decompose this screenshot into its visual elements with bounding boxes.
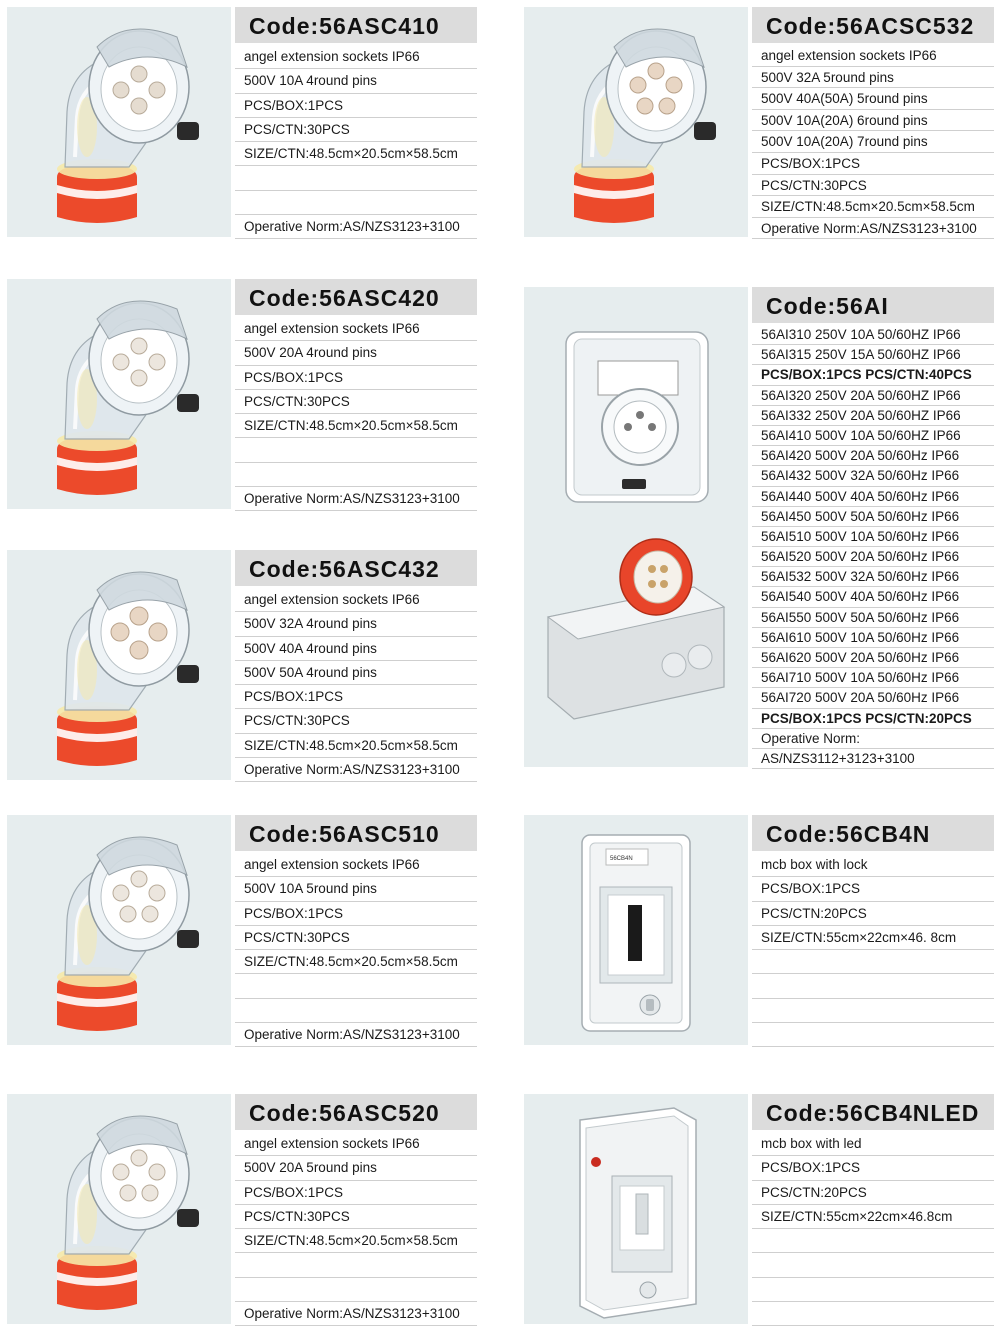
spec-line <box>235 1253 477 1277</box>
product-photo <box>7 279 231 509</box>
spec-line: Operative Norm:AS/NZS3123+3100 <box>235 1023 477 1047</box>
spec-line <box>752 1253 994 1277</box>
spec-line: 500V 10A(20A) 6round pins <box>752 110 994 132</box>
product-spec <box>235 7 477 239</box>
product-photo <box>7 7 231 237</box>
spec-line: mcb box with led <box>752 1132 994 1156</box>
spec-line: PCS/CTN:30PCS <box>235 1205 477 1229</box>
product-spec <box>235 815 477 1047</box>
spec-line: 56AI420 500V 20A 50/60Hz IP66 <box>752 446 994 466</box>
spec-line: 500V 40A(50A) 5round pins <box>752 88 994 110</box>
spec-line: 56AI510 500V 10A 50/60Hz IP66 <box>752 527 994 547</box>
product-code: Code:56ACSC532 <box>752 7 994 43</box>
spec-line: SIZE/CTN:55cm×22cm×46. 8cm <box>752 926 994 950</box>
product-code: Code:56ASC420 <box>235 279 477 315</box>
spec-line: 56AI432 500V 32A 50/60Hz IP66 <box>752 466 994 486</box>
spec-line: mcb box with lock <box>752 853 994 877</box>
spec-line: PCS/CTN:20PCS <box>752 902 994 926</box>
spec-line: Operative Norm:AS/NZS3123+3100 <box>752 218 994 240</box>
spec-line: 56AI315 250V 15A 50/60HZ IP66 <box>752 345 994 365</box>
spec-line <box>752 1278 994 1302</box>
spec-lines <box>235 45 477 239</box>
product-photo <box>524 1094 748 1324</box>
spec-line: SIZE/CTN:48.5cm×20.5cm×58.5cm <box>235 950 477 974</box>
spec-line: 56AI450 500V 50A 50/60Hz IP66 <box>752 507 994 527</box>
product-code: Code:56ASC410 <box>235 7 477 43</box>
mcb-box-with-lock-icon <box>524 815 748 1045</box>
product-code: Code:56AI <box>752 287 994 323</box>
spec-lines <box>752 853 994 1047</box>
spec-line: PCS/BOX:1PCS <box>752 153 994 175</box>
product-photo <box>524 815 748 1045</box>
spec-line <box>235 974 477 998</box>
spec-line: PCS/BOX:1PCS <box>235 366 477 390</box>
spec-line: PCS/CTN:30PCS <box>235 709 477 733</box>
product-card-56AI <box>524 287 994 767</box>
spec-line: 56AI332 250V 20A 50/60HZ IP66 <box>752 406 994 426</box>
spec-line <box>235 438 477 462</box>
spec-line: 56AI440 500V 40A 50/60Hz IP66 <box>752 487 994 507</box>
spec-line: SIZE/CTN:48.5cm×20.5cm×58.5cm <box>235 1229 477 1253</box>
spec-line: PCS/CTN:30PCS <box>752 175 994 197</box>
spec-line: PCS/BOX:1PCS PCS/CTN:40PCS <box>752 365 994 385</box>
spec-line: 500V 32A 5round pins <box>752 67 994 89</box>
box-label: 56CB4N <box>610 856 633 862</box>
product-card-56ASC410 <box>7 7 477 237</box>
spec-line: 56AI720 500V 20A 50/60Hz IP66 <box>752 688 994 708</box>
spec-line <box>752 974 994 998</box>
spec-line: PCS/CTN:20PCS <box>752 1181 994 1205</box>
angled-extension-socket-5pin-icon <box>7 815 231 1045</box>
spec-line: PCS/BOX:1PCS PCS/CTN:20PCS <box>752 709 994 729</box>
spec-lines <box>235 853 477 1047</box>
spec-line: 500V 40A 4round pins <box>235 637 477 661</box>
spec-line: PCS/BOX:1PCS <box>235 1181 477 1205</box>
spec-line: PCS/BOX:1PCS <box>235 902 477 926</box>
product-spec <box>235 550 477 782</box>
spec-line: angel extension sockets IP66 <box>235 588 477 612</box>
spec-line: Operative Norm:AS/NZS3123+3100 <box>235 758 477 782</box>
product-code: Code:56ASC520 <box>235 1094 477 1130</box>
spec-line: 500V 32A 4round pins <box>235 612 477 636</box>
spec-line: 56AI520 500V 20A 50/60Hz IP66 <box>752 547 994 567</box>
spec-line: angel extension sockets IP66 <box>235 317 477 341</box>
spec-line: PCS/BOX:1PCS <box>235 94 477 118</box>
spec-line: 56AI550 500V 50A 50/60Hz IP66 <box>752 608 994 628</box>
product-card-56ACSC532 <box>524 7 994 237</box>
product-spec <box>752 1094 994 1326</box>
spec-line <box>752 1302 994 1326</box>
spec-line: 500V 20A 5round pins <box>235 1156 477 1180</box>
spec-line: Operative Norm:AS/NZS3123+3100 <box>235 487 477 511</box>
angled-extension-socket-4pin-icon <box>7 550 231 780</box>
product-card-56ASC520 <box>7 1094 477 1324</box>
spec-line: angel extension sockets IP66 <box>235 45 477 69</box>
spec-line: 500V 10A(20A) 7round pins <box>752 131 994 153</box>
product-card-56ASC510 <box>7 815 477 1045</box>
product-spec <box>235 279 477 511</box>
spec-line <box>235 166 477 190</box>
spec-line: 56AI620 500V 20A 50/60Hz IP66 <box>752 648 994 668</box>
spec-line: 56AI540 500V 40A 50/60Hz IP66 <box>752 587 994 607</box>
product-photo <box>7 550 231 780</box>
spec-line: AS/NZS3112+3123+3100 <box>752 749 994 769</box>
spec-line: angel extension sockets IP66 <box>235 853 477 877</box>
spec-lines <box>752 45 994 239</box>
product-code: Code:56CB4N <box>752 815 994 851</box>
product-card-56CB4NLED <box>524 1094 994 1324</box>
angled-extension-socket-4pin-icon <box>7 279 231 509</box>
product-spec <box>752 287 994 769</box>
spec-line <box>235 463 477 487</box>
product-photo <box>524 7 748 237</box>
product-card-56ASC420 <box>7 279 477 509</box>
spec-lines <box>235 588 477 782</box>
spec-line: PCS/BOX:1PCS <box>752 1156 994 1180</box>
spec-line: 56AI610 500V 10A 50/60Hz IP66 <box>752 628 994 648</box>
spec-line: 500V 10A 5round pins <box>235 877 477 901</box>
angled-extension-socket-4pin-icon <box>7 7 231 237</box>
spec-line <box>752 999 994 1023</box>
spec-line <box>235 1278 477 1302</box>
spec-line: PCS/CTN:30PCS <box>235 118 477 142</box>
spec-lines <box>235 317 477 511</box>
product-photo <box>7 1094 231 1324</box>
spec-line: angel extension sockets IP66 <box>235 1132 477 1156</box>
product-spec <box>235 1094 477 1326</box>
spec-line: SIZE/CTN:55cm×22cm×46.8cm <box>752 1205 994 1229</box>
product-photo <box>7 815 231 1045</box>
product-spec <box>752 7 994 239</box>
product-code: Code:56ASC432 <box>235 550 477 586</box>
spec-line: Operative Norm: <box>752 729 994 749</box>
spec-line: 56AI320 250V 20A 50/60HZ IP66 <box>752 386 994 406</box>
spec-line: 500V 20A 4round pins <box>235 341 477 365</box>
spec-line <box>235 999 477 1023</box>
spec-lines <box>235 1132 477 1326</box>
spec-line: SIZE/CTN:48.5cm×20.5cm×58.5cm <box>235 734 477 758</box>
spec-line <box>752 1229 994 1253</box>
product-code: Code:56CB4NLED <box>752 1094 994 1130</box>
angled-extension-socket-5pin-icon <box>7 1094 231 1324</box>
product-card-56ASC432 <box>7 550 477 780</box>
product-spec <box>752 815 994 1047</box>
mcb-box-with-led-icon <box>524 1094 748 1324</box>
spec-lines <box>752 1132 994 1326</box>
spec-line: SIZE/CTN:48.5cm×20.5cm×58.5cm <box>235 142 477 166</box>
spec-line: 56AI710 500V 10A 50/60Hz IP66 <box>752 668 994 688</box>
spec-line <box>752 1023 994 1047</box>
spec-line: 56AI532 500V 32A 50/60Hz IP66 <box>752 567 994 587</box>
spec-line: Operative Norm:AS/NZS3123+3100 <box>235 215 477 239</box>
spec-line: SIZE/CTN:48.5cm×20.5cm×58.5cm <box>235 414 477 438</box>
spec-line: angel extension sockets IP66 <box>752 45 994 67</box>
spec-line: PCS/CTN:30PCS <box>235 390 477 414</box>
spec-line <box>235 191 477 215</box>
product-photo <box>524 287 748 767</box>
product-card-56CB4N <box>524 815 994 1045</box>
spec-line: 56AI410 500V 10A 50/60HZ IP66 <box>752 426 994 446</box>
spec-lines <box>752 325 994 769</box>
angled-extension-socket-5pin-icon <box>524 7 748 237</box>
spec-line: SIZE/CTN:48.5cm×20.5cm×58.5cm <box>752 196 994 218</box>
spec-line: 500V 50A 4round pins <box>235 661 477 685</box>
spec-line: PCS/BOX:1PCS <box>235 685 477 709</box>
surface-socket-box-icon <box>524 287 748 767</box>
spec-line <box>752 950 994 974</box>
spec-line: Operative Norm:AS/NZS3123+3100 <box>235 1302 477 1326</box>
spec-line: PCS/BOX:1PCS <box>752 877 994 901</box>
spec-line: PCS/CTN:30PCS <box>235 926 477 950</box>
product-code: Code:56ASC510 <box>235 815 477 851</box>
spec-line: 500V 10A 4round pins <box>235 69 477 93</box>
spec-line: 56AI310 250V 10A 50/60HZ IP66 <box>752 325 994 345</box>
